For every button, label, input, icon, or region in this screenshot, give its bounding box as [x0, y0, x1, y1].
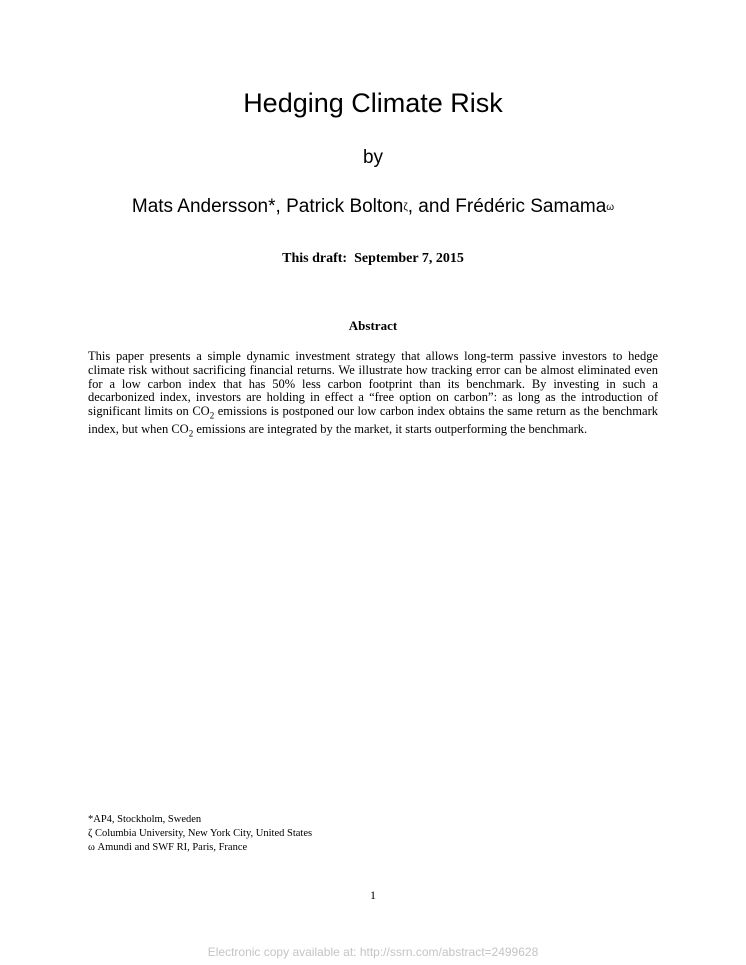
footnote-samama: ω Amundi and SWF RI, Paris, France [88, 842, 248, 853]
author-samama-mark: ω [606, 202, 615, 213]
footnote-bolton: ζ Columbia University, New York City, United States [88, 828, 313, 839]
author-andersson-mark: * [268, 196, 276, 217]
abstract-text-part: emissions is postponed our low carbon index obtains the same return as the benchmark index, but when CO [88, 404, 658, 437]
abstract-text-part: emissions are integrated by the market, it starts outperforming the benchmark. [193, 422, 588, 437]
abstract-heading: Abstract [348, 318, 398, 333]
author-bolton-mark: ζ [403, 202, 408, 213]
subscript-2: 2 [188, 428, 194, 439]
footnotes [88, 813, 312, 855]
author-samama: Frédéric Samama [455, 196, 607, 217]
abstract-text-part: This paper presents a simple dynamic investment strategy that allows long-term passive investors to hedge climate risk without sacrificing financial returns. We illustrate how tracking error can be almost eliminated even for a low carbon index that has 50% less carbon footprint than its benchmark. By investing in such a decarbonized index, investors are holding in effect a “free option on carbon”: as long as the introduction of significant limits on CO [88, 349, 658, 419]
abstract-text [88, 350, 658, 442]
subscript-2: 2 [209, 410, 215, 421]
author-bolton: Patrick Bolton [286, 196, 404, 217]
ssrn-notice[interactable]: Electronic copy available at: http://ssrn.com/abstract=2499628 [207, 945, 539, 959]
paper-title: Hedging Climate Risk [243, 88, 503, 118]
footnote-andersson: *AP4, Stockholm, Sweden [88, 814, 202, 825]
draft-date: This draft: September 7, 2015 [282, 251, 464, 266]
author-list [0, 196, 746, 218]
author-andersson: Mats Andersson [131, 196, 269, 217]
by-line: by [362, 147, 384, 168]
author-separator: , and [407, 196, 456, 217]
page-number: 1 [370, 888, 376, 902]
author-separator: , [275, 196, 287, 217]
